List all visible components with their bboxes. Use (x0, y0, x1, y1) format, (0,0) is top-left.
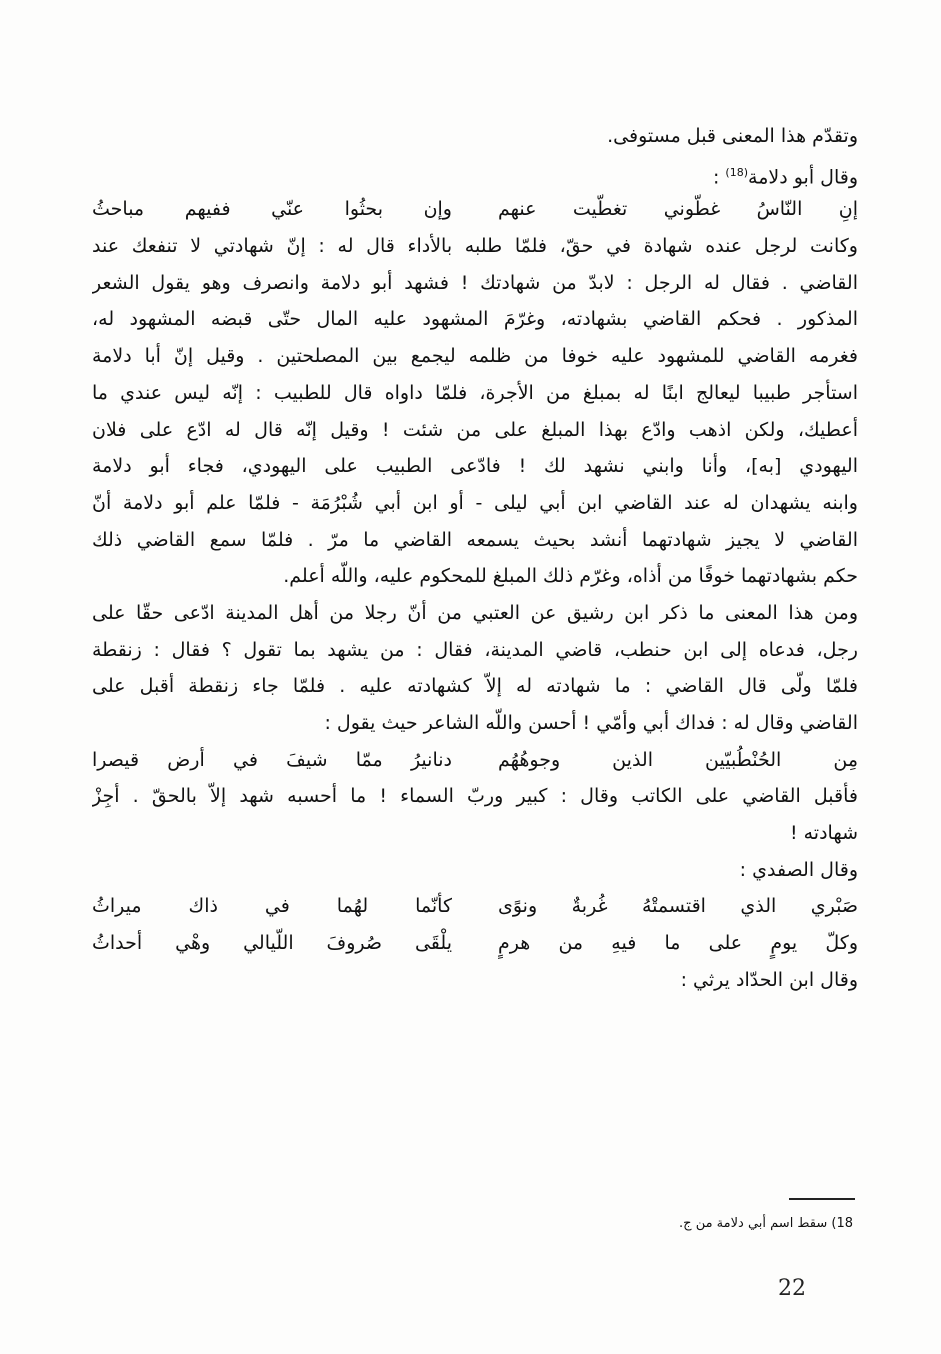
text-line: القاضي لا يجيز شهادتهما أنشد بحيث يسمعه القاضي ما مرّ . فلمّا سمع القاضي ذلك (92, 528, 858, 551)
text-line: وقال الصفدي : (739, 858, 858, 881)
text-line: القاضي . فقال له الرجل : لابدّ من شهادتك ! فشهد أبو دلامة وانصرف وهو يقول الشعر (92, 271, 858, 294)
text-line: فغرمه القاضي للمشهود عليه خوفا من ظلمه ليجمع بين المصلحتين . وقيل إنّ أبا دلامة (92, 345, 858, 368)
verse-second-hemistich: وإن بحثُوا عنّي ففيهم مباحثُ (92, 198, 452, 221)
text-line: حكم بشهادتهما خوفًا من أذاه، وغرّم ذلك المبلغ للمحكوم عليه، واللّه أعلم. (283, 565, 858, 588)
poem-verse (92, 888, 858, 925)
text-line: فأقبل القاضي على الكاتب وقال : كبير وربّ السماء ! ما أحسبه شهد إلاّ بالحقّ . أجِزْ (92, 785, 858, 808)
text-fragment: : (712, 166, 726, 189)
text-line: وكانت لرجل عنده شهادة في حقّ، فلمّا طلبه بالأداء قال له : إنّ شهادتي لا تنفعك عند (92, 235, 858, 258)
text-line: فلمّا ولّى قال القاضي : ما شهادته له إلاّ كشهادته عليه . فلمّا جاء زنقطة أقبل على (92, 675, 858, 698)
text-line: وابنه يشهدان له عند القاضي ابن أبي ليلى - أو ابن أبي شُبْرُمَة - فلمّا علم أبو دلامة أنّ (92, 491, 858, 514)
text-line: وقال ابن الحدّاد يرثي : (680, 968, 858, 991)
text-line: اليهودي [به]، وأنا وابني نشهد لك ! فادّعى الطبيب على اليهودي، فجاء أبو دلامة (92, 455, 858, 478)
text-line (92, 155, 858, 192)
text-line: شهادته ! (789, 822, 858, 845)
text-fragment: وقال أبو دلامة (748, 166, 858, 189)
verse-first-hemistich: مِن الحُنْطُبيّين الذين وجوهُهُم (498, 748, 858, 771)
verse-second-hemistich: كأنّما لهُما في ذاك ميراثُ (92, 895, 452, 918)
text-line: أعطيك، ولكن اذهب وادّع بهذا المبلغ على من شئت ! وقيل إنّه قال له ادّع على فلان (92, 418, 858, 441)
verse-second-hemistich: دنانيرُ ممّا شيفَ في أرض قيصرا (92, 748, 452, 771)
text-line: ومن هذا المعنى ما ذكر ابن رشيق عن العتبي من أنّ رجلا من أهل المدينة ادّعى حقّا على (92, 601, 858, 624)
verse-first-hemistich: وكلّ يومٍ على ما فيهِ من هرمٍ (498, 932, 858, 955)
text-line: استأجر طبيبا ليعالج ابنًا له بمبلغ من الأجرة، فلمّا داواه قال للطبيب : إنّه ليس عندي ما (92, 381, 858, 404)
main-text (92, 118, 858, 999)
poem-verse (92, 191, 858, 228)
text-line: وتقدّم هذا المعنى قبل مستوفى. (607, 125, 858, 147)
verse-second-hemistich: يلْقَى صُروفَ اللّيالي وهْي أحداثُ (92, 932, 452, 955)
poem-verse (92, 925, 858, 962)
text-line: رجل، فدعاه إلى ابن حنطب، قاضي المدينة، فقال : من يشهد بما تقول ؟ فقال : زنقطة (92, 638, 858, 661)
verse-first-hemistich: صَبْري الذي اقتسمتْهُ غُربةٌ ونوًى (498, 895, 858, 918)
text-line: القاضي وقال له : فداك أبي وأمّي ! أحسن واللّه الشاعر حيث يقول : (324, 712, 858, 734)
page-number: 22 (778, 1276, 806, 1301)
footnote-divider (789, 1198, 855, 1200)
text-line: المذكور . فحكم القاضي بشهادته، وغرّمَ المشهود عليه المال حتّى قبضه المشهود له، (92, 308, 858, 331)
footnote: 18) سقط اسم أبي دلامة من ج. (679, 1216, 853, 1231)
footnote-reference: (18) (725, 165, 749, 179)
verse-first-hemistich: إنِ النّاسُ غطّوني تغطّيت عنهم (498, 198, 858, 221)
poem-verse (92, 742, 858, 779)
